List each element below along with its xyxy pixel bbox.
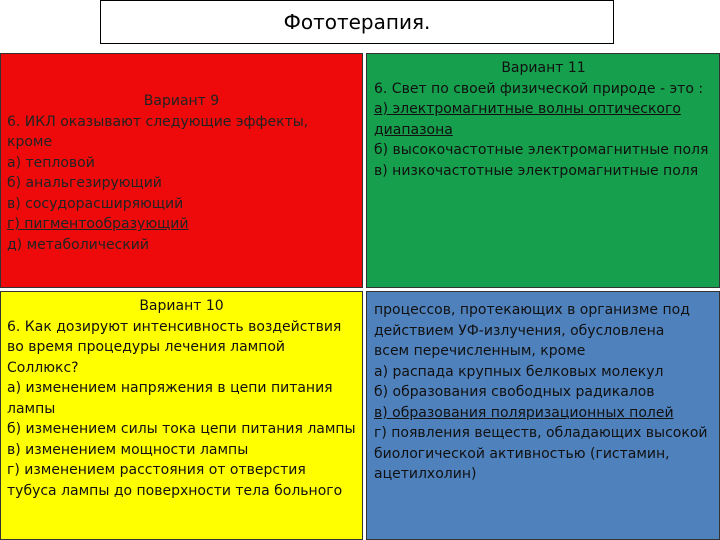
slide-title: Фототерапия. (100, 0, 614, 44)
variant-11-panel (366, 53, 720, 288)
variant-10-question-line-2: во время процедуры лечения лампой (7, 339, 286, 355)
variant-12-question-line-2: действием УФ-излучения, обусловлена (374, 322, 665, 339)
variant-12-option-b: б) образования свободных радикалов (374, 384, 655, 400)
variant-9-option-d: г) пигментообразующий (7, 216, 189, 232)
variant-9-option-b: б) анальгезирующий (7, 175, 162, 191)
variant-10-panel (0, 291, 363, 540)
variant-10-question-line-3: Соллюкс? (7, 359, 79, 376)
variant-9-question: 6. ИКЛ оказывают следующие эффекты, кроме (7, 113, 309, 150)
variant-11-question: 6. Свет по своей физической природе - это : (374, 80, 704, 97)
variant-10-option-c: в) изменением мощности лампы (7, 441, 249, 458)
variant-10-heading: Вариант 10 (139, 298, 224, 314)
variant-9-panel (0, 53, 363, 288)
variant-11-option-b: б) высокочастотные электромагнитные поля (374, 142, 709, 158)
variant-9-option-e: д) метаболический (7, 236, 149, 253)
variant-11-option-c: в) низкочастотные электромагнитные поля (374, 162, 699, 179)
variant-11-option-a: а) электромагнитные волны оптического диапазона (374, 101, 681, 138)
variant-9-option-a: а) тепловой (7, 154, 95, 171)
variant-9-heading: Вариант 9 (143, 93, 220, 109)
variant-12-option-c: в) образования поляризационных полей (374, 404, 674, 421)
variant-12-question-line-3: всем перечисленным, кроме (374, 343, 586, 359)
variant-11-heading: Вариант 11 (501, 60, 586, 76)
variant-12-option-d: г) появления веществ, обладающих высокой биологической активностью (гистамин, ацетилхолин) (374, 425, 708, 482)
variant-10-option-d: г) изменением расстояния от отверстия тубуса лампы до поверхности тела больного (7, 462, 343, 499)
variant-10-option-a: а) изменением напряжения в цепи питания лампы (7, 380, 333, 417)
variant-10-option-b: б) изменением силы тока цепи питания лампы (7, 421, 356, 437)
variant-12-panel (366, 291, 720, 540)
variant-12-question-line-1: процессов, протекающих в организме под (374, 302, 690, 318)
variant-12-option-a: а) распада крупных белковых молекул (374, 363, 664, 380)
variant-10-question-line-1: 6. Как дозируют интенсивность воздействия (7, 318, 342, 335)
variant-9-option-c: в) сосудорасширяющий (7, 195, 184, 212)
